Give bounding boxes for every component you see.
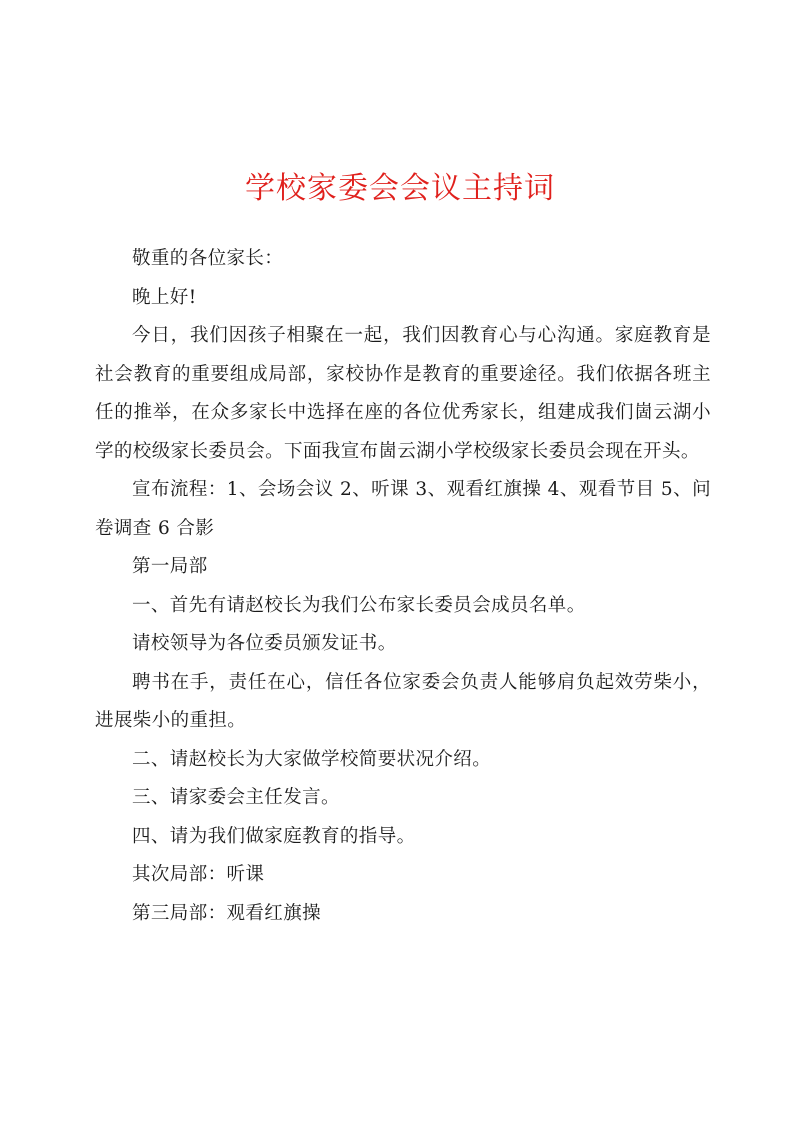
section-two-heading: 其次局部：听课: [132, 864, 265, 885]
greeting-paragraph: 敬重的各位家长：: [132, 248, 284, 269]
responsibility-paragraph: 聘书在手，责任在心，信任各位家委会负责人能够肩负起效劳柴小，进展柴小的重担。: [95, 671, 711, 731]
salutation-paragraph: 晚上好!: [132, 286, 197, 308]
certificate-paragraph: 请校领导为各位委员颁发证书。: [132, 633, 397, 654]
item-one-paragraph: 一、首先有请赵校长为我们公布家长委员会成员名单。: [132, 594, 586, 616]
document-title: 学校家委会会议主持词: [245, 171, 555, 206]
agenda-paragraph: 宣布流程：1、会场会议 2、听课 3、观看红旗操 4、观看节目 5、问卷调查 6 合影: [95, 479, 711, 539]
document-body: [95, 240, 711, 933]
section-three-heading: 第三局部：观看红旗操: [132, 902, 322, 924]
item-four-paragraph: 四、请为我们做家庭教育的指导。: [132, 825, 416, 847]
intro-paragraph: 今日，我们因孩子相聚在一起，我们因教育心与心沟通。家庭教育是社会教育的重要组成局部，家校协作是教育的重要途径。我们依据各班主任的推举，在众多家长中选择在座的各位优秀家长，组建成我们崮云湖小学的校级家长委员会。下面我宣布崮云湖小学校级家长委员会现在开头。: [95, 325, 711, 462]
item-two-paragraph: 二、请赵校长为大家做学校简要状况介绍。: [132, 748, 492, 770]
item-three-paragraph: 三、请家委会主任发言。: [132, 787, 340, 808]
section-one-heading: 第一局部: [132, 556, 208, 577]
